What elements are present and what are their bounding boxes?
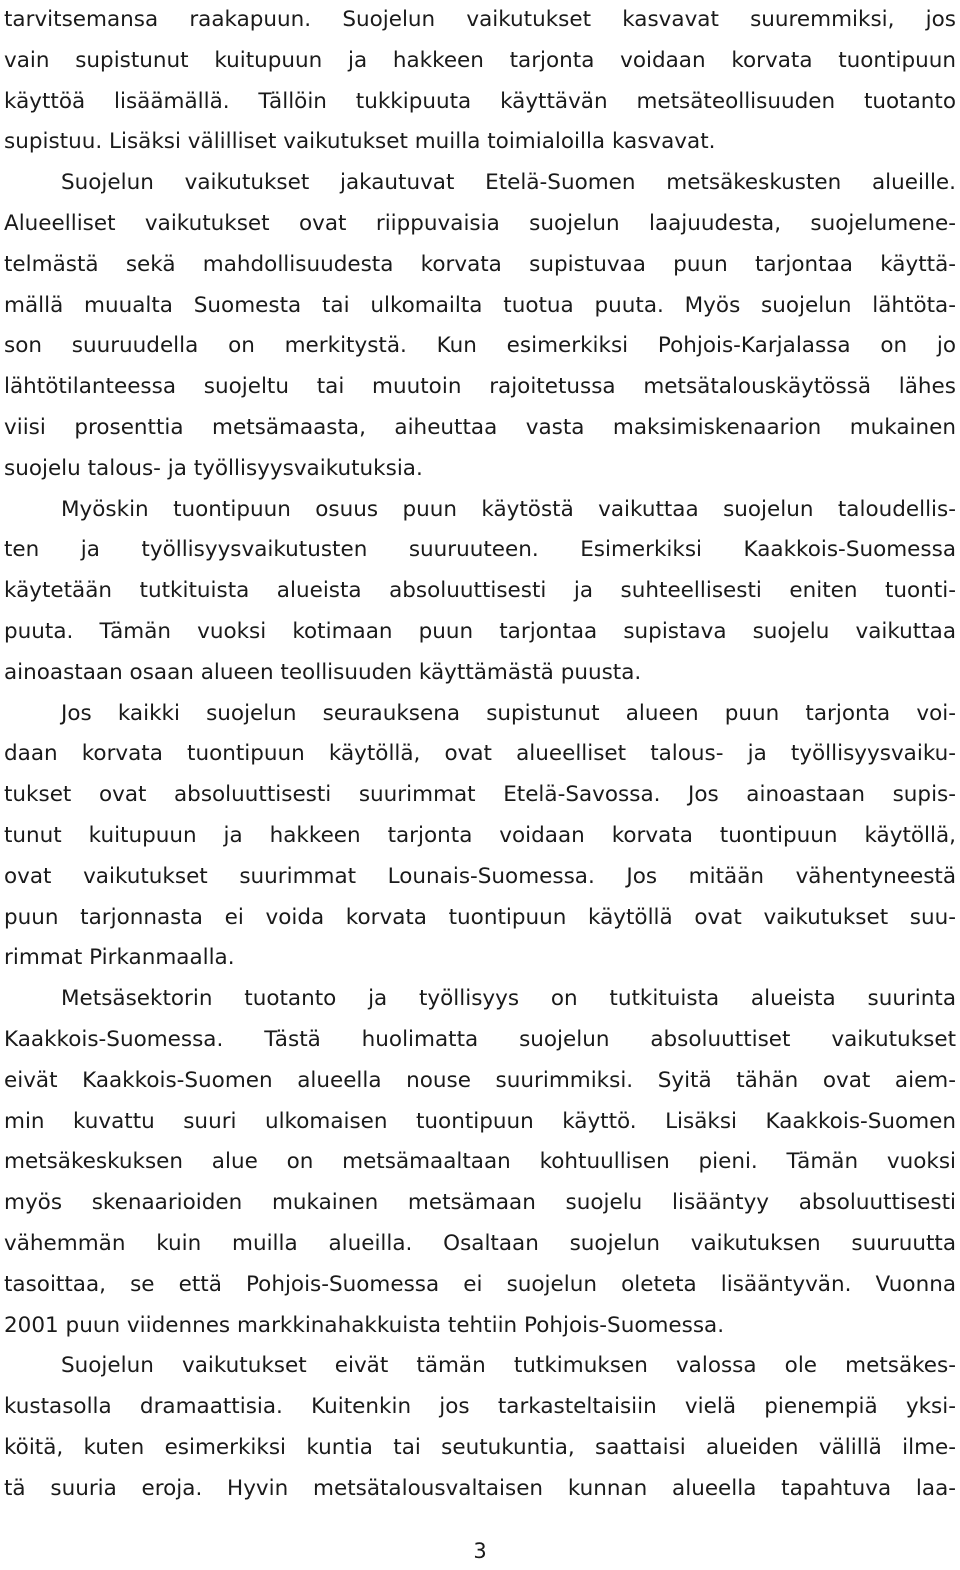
text-line: suojelu talous- ja työllisyysvaikutuksia. <box>4 455 423 481</box>
text-line: ovat vaikutukset suurimmat Lounais-Suomessa. Jos mitään vähentyneestä <box>4 863 956 889</box>
text-line: son suuruudella on merkitystä. Kun esimerkiksi Pohjois-Karjalassa on jo <box>4 333 956 359</box>
text-line: metsäkeskuksen alue on metsämaaltaan kohtuullisen pieni. Tämän vuoksi <box>4 1149 956 1175</box>
text-line: puun tarjonnasta ei voida korvata tuontipuun käytöllä ovat vaikutukset suu- <box>4 904 956 930</box>
page-number: 3 <box>473 1539 487 1563</box>
text-line: köitä, kuten esimerkiksi kuntia tai seutukuntia, saattaisi alueiden välillä ilme- <box>4 1434 956 1460</box>
text-line: Suojelun vaikutukset eivät tämän tutkimuksen valossa ole metsäkes- <box>61 1353 956 1379</box>
text-line: vain supistunut kuitupuun ja hakkeen tarjonta voidaan korvata tuontipuun <box>4 47 956 73</box>
text-line: tä suuria eroja. Hyvin metsätalousvaltaisen kunnan alueella tapahtuva laa- <box>4 1475 956 1501</box>
text-line: myös skenaarioiden mukainen metsämaan suojelu lisääntyy absoluuttisesti <box>4 1190 956 1216</box>
text-line: tunut kuitupuun ja hakkeen tarjonta voidaan korvata tuontipuun käytöllä, <box>4 822 956 848</box>
text-line: 2001 puun viidennes markkinahakkuista tehtiin Pohjois-Suomessa. <box>4 1312 725 1338</box>
text-line: käyttöä lisäämällä. Tällöin tukkipuuta käyttävän metsäteollisuuden tuotanto <box>4 88 956 114</box>
text-line: daan korvata tuontipuun käytöllä, ovat alueelliset talous- ja työllisyysvaiku- <box>4 741 956 767</box>
text-line: tukset ovat absoluuttisesti suurimmat Etelä-Savossa. Jos ainoastaan supis- <box>4 782 956 808</box>
text-line: Kaakkois-Suomessa. Tästä huolimatta suojelun absoluuttiset vaikutukset <box>4 1026 956 1052</box>
text-line: käytetään tutkituista alueista absoluuttisesti ja suhteellisesti eniten tuonti- <box>4 578 956 604</box>
text-line: Alueelliset vaikutukset ovat riippuvaisia suojelun laajuudesta, suojelumene- <box>4 210 956 236</box>
text-line: min kuvattu suuri ulkomaisen tuontipuun käyttö. Lisäksi Kaakkois-Suomen <box>4 1108 956 1134</box>
text-line: kustasolla dramaattisia. Kuitenkin jos tarkasteltaisiin vielä pienempiä yksi- <box>4 1394 956 1420</box>
text-line: ainoastaan osaan alueen teollisuuden käyttämästä puusta. <box>4 659 642 685</box>
body-text <box>4 0 956 1509</box>
text-line: puuta. Tämän vuoksi kotimaan puun tarjontaa supistava suojelu vaikuttaa <box>4 618 956 644</box>
text-line: telmästä sekä mahdollisuudesta korvata supistuvaa puun tarjontaa käyttä- <box>4 251 956 277</box>
document-page <box>4 0 956 1509</box>
text-line: rimmat Pirkanmaalla. <box>4 945 235 971</box>
text-line: supistuu. Lisäksi välilliset vaikutukset muilla toimialoilla kasvavat. <box>4 129 716 155</box>
text-line: tasoittaa, se että Pohjois-Suomessa ei suojelun oleteta lisääntyvän. Vuonna <box>4 1271 956 1297</box>
paragraph-1 <box>4 163 956 489</box>
paragraph-5 <box>4 1346 956 1509</box>
text-line: Metsäsektorin tuotanto ja työllisyys on tutkituista alueista suurinta <box>61 986 956 1012</box>
paragraph-4 <box>4 979 956 1346</box>
text-line: vähemmän kuin muilla alueilla. Osaltaan suojelun vaikutuksen suuruutta <box>4 1230 956 1256</box>
text-line: Myöskin tuontipuun osuus puun käytöstä vaikuttaa suojelun taloudellis- <box>61 496 956 522</box>
text-line: viisi prosenttia metsämaasta, aiheuttaa vasta maksimiskenaarion mukainen <box>4 414 956 440</box>
text-line: mällä muualta Suomesta tai ulkomailta tuotua puuta. Myös suojelun lähtöta- <box>4 292 956 318</box>
text-line: tarvitsemansa raakapuun. Suojelun vaikutukset kasvavat suuremmiksi, jos <box>4 7 956 32</box>
paragraph-0 <box>4 0 956 163</box>
paragraph-2 <box>4 490 956 694</box>
text-line: eivät Kaakkois-Suomen alueella nouse suurimmiksi. Syitä tähän ovat aiem- <box>4 1067 956 1093</box>
paragraph-3 <box>4 694 956 980</box>
text-line: ten ja työllisyysvaikutusten suuruuteen. Esimerkiksi Kaakkois-Suomessa <box>4 537 956 563</box>
text-line: lähtötilanteessa suojeltu tai muutoin rajoitetussa metsätalouskäytössä lähes <box>4 374 956 400</box>
text-line: Jos kaikki suojelun seurauksena supistunut alueen puun tarjonta voi- <box>61 700 956 726</box>
text-line: Suojelun vaikutukset jakautuvat Etelä-Suomen metsäkeskusten alueille. <box>61 170 956 196</box>
